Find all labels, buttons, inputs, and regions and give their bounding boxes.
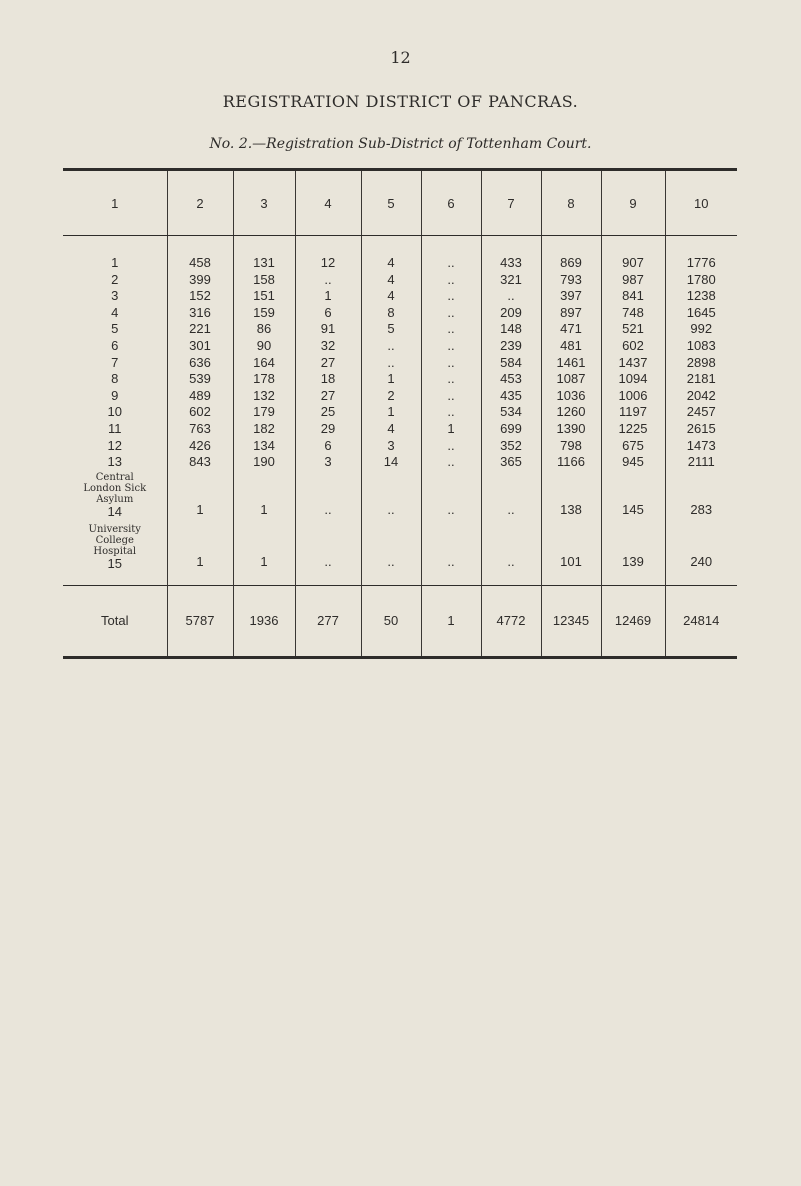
column-header: 6: [421, 170, 481, 236]
table-cell: 458: [167, 236, 233, 272]
table-cell: 397: [541, 288, 601, 305]
table-cell: 25: [295, 404, 361, 421]
table-row: [63, 421, 737, 438]
table-cell: ..: [421, 236, 481, 272]
institution-name: Central: [95, 471, 134, 483]
table-cell: 2898: [665, 355, 737, 372]
table-cell: 426: [167, 438, 233, 455]
row-number: 13: [107, 454, 122, 470]
total-cell: 12469: [601, 585, 665, 657]
table-cell: ..: [481, 471, 541, 523]
table-cell: 1094: [601, 371, 665, 388]
table-cell: 209: [481, 305, 541, 322]
column-header: 10: [665, 170, 737, 236]
table-cell: 27: [295, 388, 361, 405]
statistics-table: [63, 168, 737, 659]
column-header: 2: [167, 170, 233, 236]
table-cell: 907: [601, 236, 665, 272]
table-cell: 152: [167, 288, 233, 305]
table-cell: 987: [601, 272, 665, 289]
table-cell: 602: [601, 338, 665, 355]
row-number: 2: [111, 271, 119, 287]
row-number: 7: [111, 354, 119, 370]
row-number: 5: [111, 321, 119, 337]
institution-name: Asylum: [96, 493, 134, 505]
table-cell: 90: [233, 338, 295, 355]
row-number: 4: [111, 304, 119, 320]
table-cell: 138: [541, 471, 601, 523]
table-cell: 636: [167, 355, 233, 372]
table-row: [63, 355, 737, 372]
table-cell: 27: [295, 355, 361, 372]
institution-name: London Sick: [83, 482, 147, 494]
table-cell: 159: [233, 305, 295, 322]
table-cell: 283: [665, 471, 737, 523]
institution-row: [63, 471, 737, 523]
table-cell: 481: [541, 338, 601, 355]
table-cell: 1: [421, 421, 481, 438]
table-cell: 18: [295, 371, 361, 388]
table-cell: ..: [361, 338, 421, 355]
table-cell: 151: [233, 288, 295, 305]
table-cell: ..: [361, 355, 421, 372]
table-cell: ..: [421, 404, 481, 421]
table-cell: 134: [233, 438, 295, 455]
table-cell: ..: [421, 305, 481, 322]
table-cell: 131: [233, 236, 295, 272]
table-cell: 1: [167, 471, 233, 523]
table-cell: 6: [295, 305, 361, 322]
table-cell: ..: [295, 272, 361, 289]
table-footer: [63, 585, 737, 657]
column-header: 7: [481, 170, 541, 236]
table-cell: 1776: [665, 236, 737, 272]
table-cell: ..: [361, 471, 421, 523]
total-cell: 50: [361, 585, 421, 657]
table-cell: 763: [167, 421, 233, 438]
table-cell: ..: [421, 355, 481, 372]
district-title: REGISTRATION DISTRICT OF PANCRAS.: [222, 92, 579, 111]
table-cell: 14: [361, 454, 421, 471]
table-cell: 239: [481, 338, 541, 355]
table-row: [63, 288, 737, 305]
table-row: [63, 272, 737, 289]
institution-cell: [63, 523, 167, 586]
row-number: 1: [111, 255, 119, 270]
table-cell: 321: [481, 272, 541, 289]
table-cell: 399: [167, 272, 233, 289]
table-cell: 8: [361, 305, 421, 322]
table-cell: 1166: [541, 454, 601, 471]
table-cell: 2615: [665, 421, 737, 438]
row-number: 8: [111, 371, 119, 387]
table-cell: 433: [481, 236, 541, 272]
table-cell: 1036: [541, 388, 601, 405]
row-number: 6: [111, 337, 119, 353]
table-cell: ..: [481, 288, 541, 305]
table-cell: 435: [481, 388, 541, 405]
institution-name: College: [95, 534, 134, 546]
row-number: 15: [107, 555, 122, 571]
table-cell: 179: [233, 404, 295, 421]
table-cell: 2181: [665, 371, 737, 388]
table-cell: ..: [421, 288, 481, 305]
total-cell: 1: [421, 585, 481, 657]
table-header: [63, 170, 737, 236]
table-cell: 675: [601, 438, 665, 455]
total-cell: 1936: [233, 585, 295, 657]
table-cell: 945: [601, 454, 665, 471]
table-cell: ..: [421, 523, 481, 586]
total-cell: 24814: [665, 585, 737, 657]
row-number: 12: [107, 437, 122, 453]
table-body: [63, 236, 737, 586]
table-cell: 86: [233, 321, 295, 338]
table-cell: 798: [541, 438, 601, 455]
table-cell: 539: [167, 371, 233, 388]
table-cell: 6: [295, 438, 361, 455]
table-cell: 602: [167, 404, 233, 421]
table-cell: 1006: [601, 388, 665, 405]
table-cell: 4: [361, 421, 421, 438]
total-row: [63, 585, 737, 657]
row-number: 14: [107, 503, 122, 519]
row-number: 10: [107, 404, 122, 420]
table-cell: 29: [295, 421, 361, 438]
table-cell: 1461: [541, 355, 601, 372]
table-cell: 101: [541, 523, 601, 586]
table-row: [63, 338, 737, 355]
table-cell: 521: [601, 321, 665, 338]
table-cell: 5: [361, 321, 421, 338]
table-cell: 843: [167, 454, 233, 471]
table-cell: 12: [295, 236, 361, 272]
table-cell: ..: [481, 523, 541, 586]
table-row: [63, 321, 737, 338]
column-header: 8: [541, 170, 601, 236]
table-cell: 240: [665, 523, 737, 586]
table-cell: 584: [481, 355, 541, 372]
table-cell: 1645: [665, 305, 737, 322]
table-cell: ..: [421, 388, 481, 405]
table-cell: 3: [361, 438, 421, 455]
table-cell: 4: [361, 236, 421, 272]
table-cell: 352: [481, 438, 541, 455]
table-cell: 1083: [665, 338, 737, 355]
table-cell: 1: [295, 288, 361, 305]
table-cell: 178: [233, 371, 295, 388]
table-cell: 221: [167, 321, 233, 338]
table-cell: 132: [233, 388, 295, 405]
table-cell: 1260: [541, 404, 601, 421]
table-cell: 1437: [601, 355, 665, 372]
table-cell: 992: [665, 321, 737, 338]
row-number: 3: [111, 288, 119, 304]
table-row: [63, 371, 737, 388]
table-cell: 897: [541, 305, 601, 322]
page-number: 12: [390, 48, 411, 67]
table-cell: 139: [601, 523, 665, 586]
table-cell: 3: [295, 454, 361, 471]
table-cell: 869: [541, 236, 601, 272]
table-cell: 32: [295, 338, 361, 355]
table-cell: 1197: [601, 404, 665, 421]
table-cell: 489: [167, 388, 233, 405]
column-header: 3: [233, 170, 295, 236]
table-cell: 2042: [665, 388, 737, 405]
table-cell: ..: [295, 523, 361, 586]
table-cell: 1087: [541, 371, 601, 388]
table-cell: ..: [421, 371, 481, 388]
table-cell: 1225: [601, 421, 665, 438]
table-cell: ..: [421, 338, 481, 355]
table-cell: ..: [295, 471, 361, 523]
table-cell: ..: [421, 438, 481, 455]
institution-row: [63, 523, 737, 586]
table-cell: 1238: [665, 288, 737, 305]
institution-cell: [63, 471, 167, 523]
table-cell: 91: [295, 321, 361, 338]
table-cell: 158: [233, 272, 295, 289]
table-cell: ..: [421, 471, 481, 523]
table-cell: 190: [233, 454, 295, 471]
table-row: [63, 388, 737, 405]
table-row: [63, 454, 737, 471]
table-cell: 748: [601, 305, 665, 322]
table-cell: 1780: [665, 272, 737, 289]
table-cell: 2111: [665, 454, 737, 471]
table-cell: ..: [421, 272, 481, 289]
institution-name: University: [88, 523, 141, 535]
table-row: [63, 305, 737, 322]
table-cell: 148: [481, 321, 541, 338]
column-header: 9: [601, 170, 665, 236]
table-row: [63, 404, 737, 421]
table-cell: 1: [233, 471, 295, 523]
column-header: 5: [361, 170, 421, 236]
total-cell: 4772: [481, 585, 541, 657]
table-cell: 301: [167, 338, 233, 355]
table-cell: 1: [361, 404, 421, 421]
header-row: [63, 170, 737, 236]
table-cell: 1: [167, 523, 233, 586]
row-number: 9: [111, 387, 119, 403]
table-cell: 699: [481, 421, 541, 438]
table-cell: 471: [541, 321, 601, 338]
table-cell: ..: [361, 523, 421, 586]
total-cell: 12345: [541, 585, 601, 657]
total-cell: 277: [295, 585, 361, 657]
table-cell: 1390: [541, 421, 601, 438]
table-cell: 1473: [665, 438, 737, 455]
row-number: 11: [108, 420, 122, 436]
table-cell: 534: [481, 404, 541, 421]
table-cell: 365: [481, 454, 541, 471]
total-label: Total: [63, 585, 167, 657]
table-cell: ..: [421, 454, 481, 471]
table-cell: 453: [481, 371, 541, 388]
table-cell: 1: [233, 523, 295, 586]
sub-district-title: No. 2.—Registration Sub-District of Tottenham Court.: [209, 136, 592, 152]
institution-name: Hospital: [93, 545, 137, 557]
table-row: [63, 236, 737, 272]
table-cell: 4: [361, 272, 421, 289]
table-row: [63, 438, 737, 455]
table-cell: 2: [361, 388, 421, 405]
table-cell: 1: [361, 371, 421, 388]
table-cell: 316: [167, 305, 233, 322]
column-header: 4: [295, 170, 361, 236]
table-cell: 2457: [665, 404, 737, 421]
table-cell: 793: [541, 272, 601, 289]
table-cell: 4: [361, 288, 421, 305]
total-cell: 5787: [167, 585, 233, 657]
table-cell: ..: [421, 321, 481, 338]
table-cell: 182: [233, 421, 295, 438]
column-header: 1: [63, 170, 167, 236]
table-cell: 841: [601, 288, 665, 305]
table-cell: 164: [233, 355, 295, 372]
table-cell: 145: [601, 471, 665, 523]
